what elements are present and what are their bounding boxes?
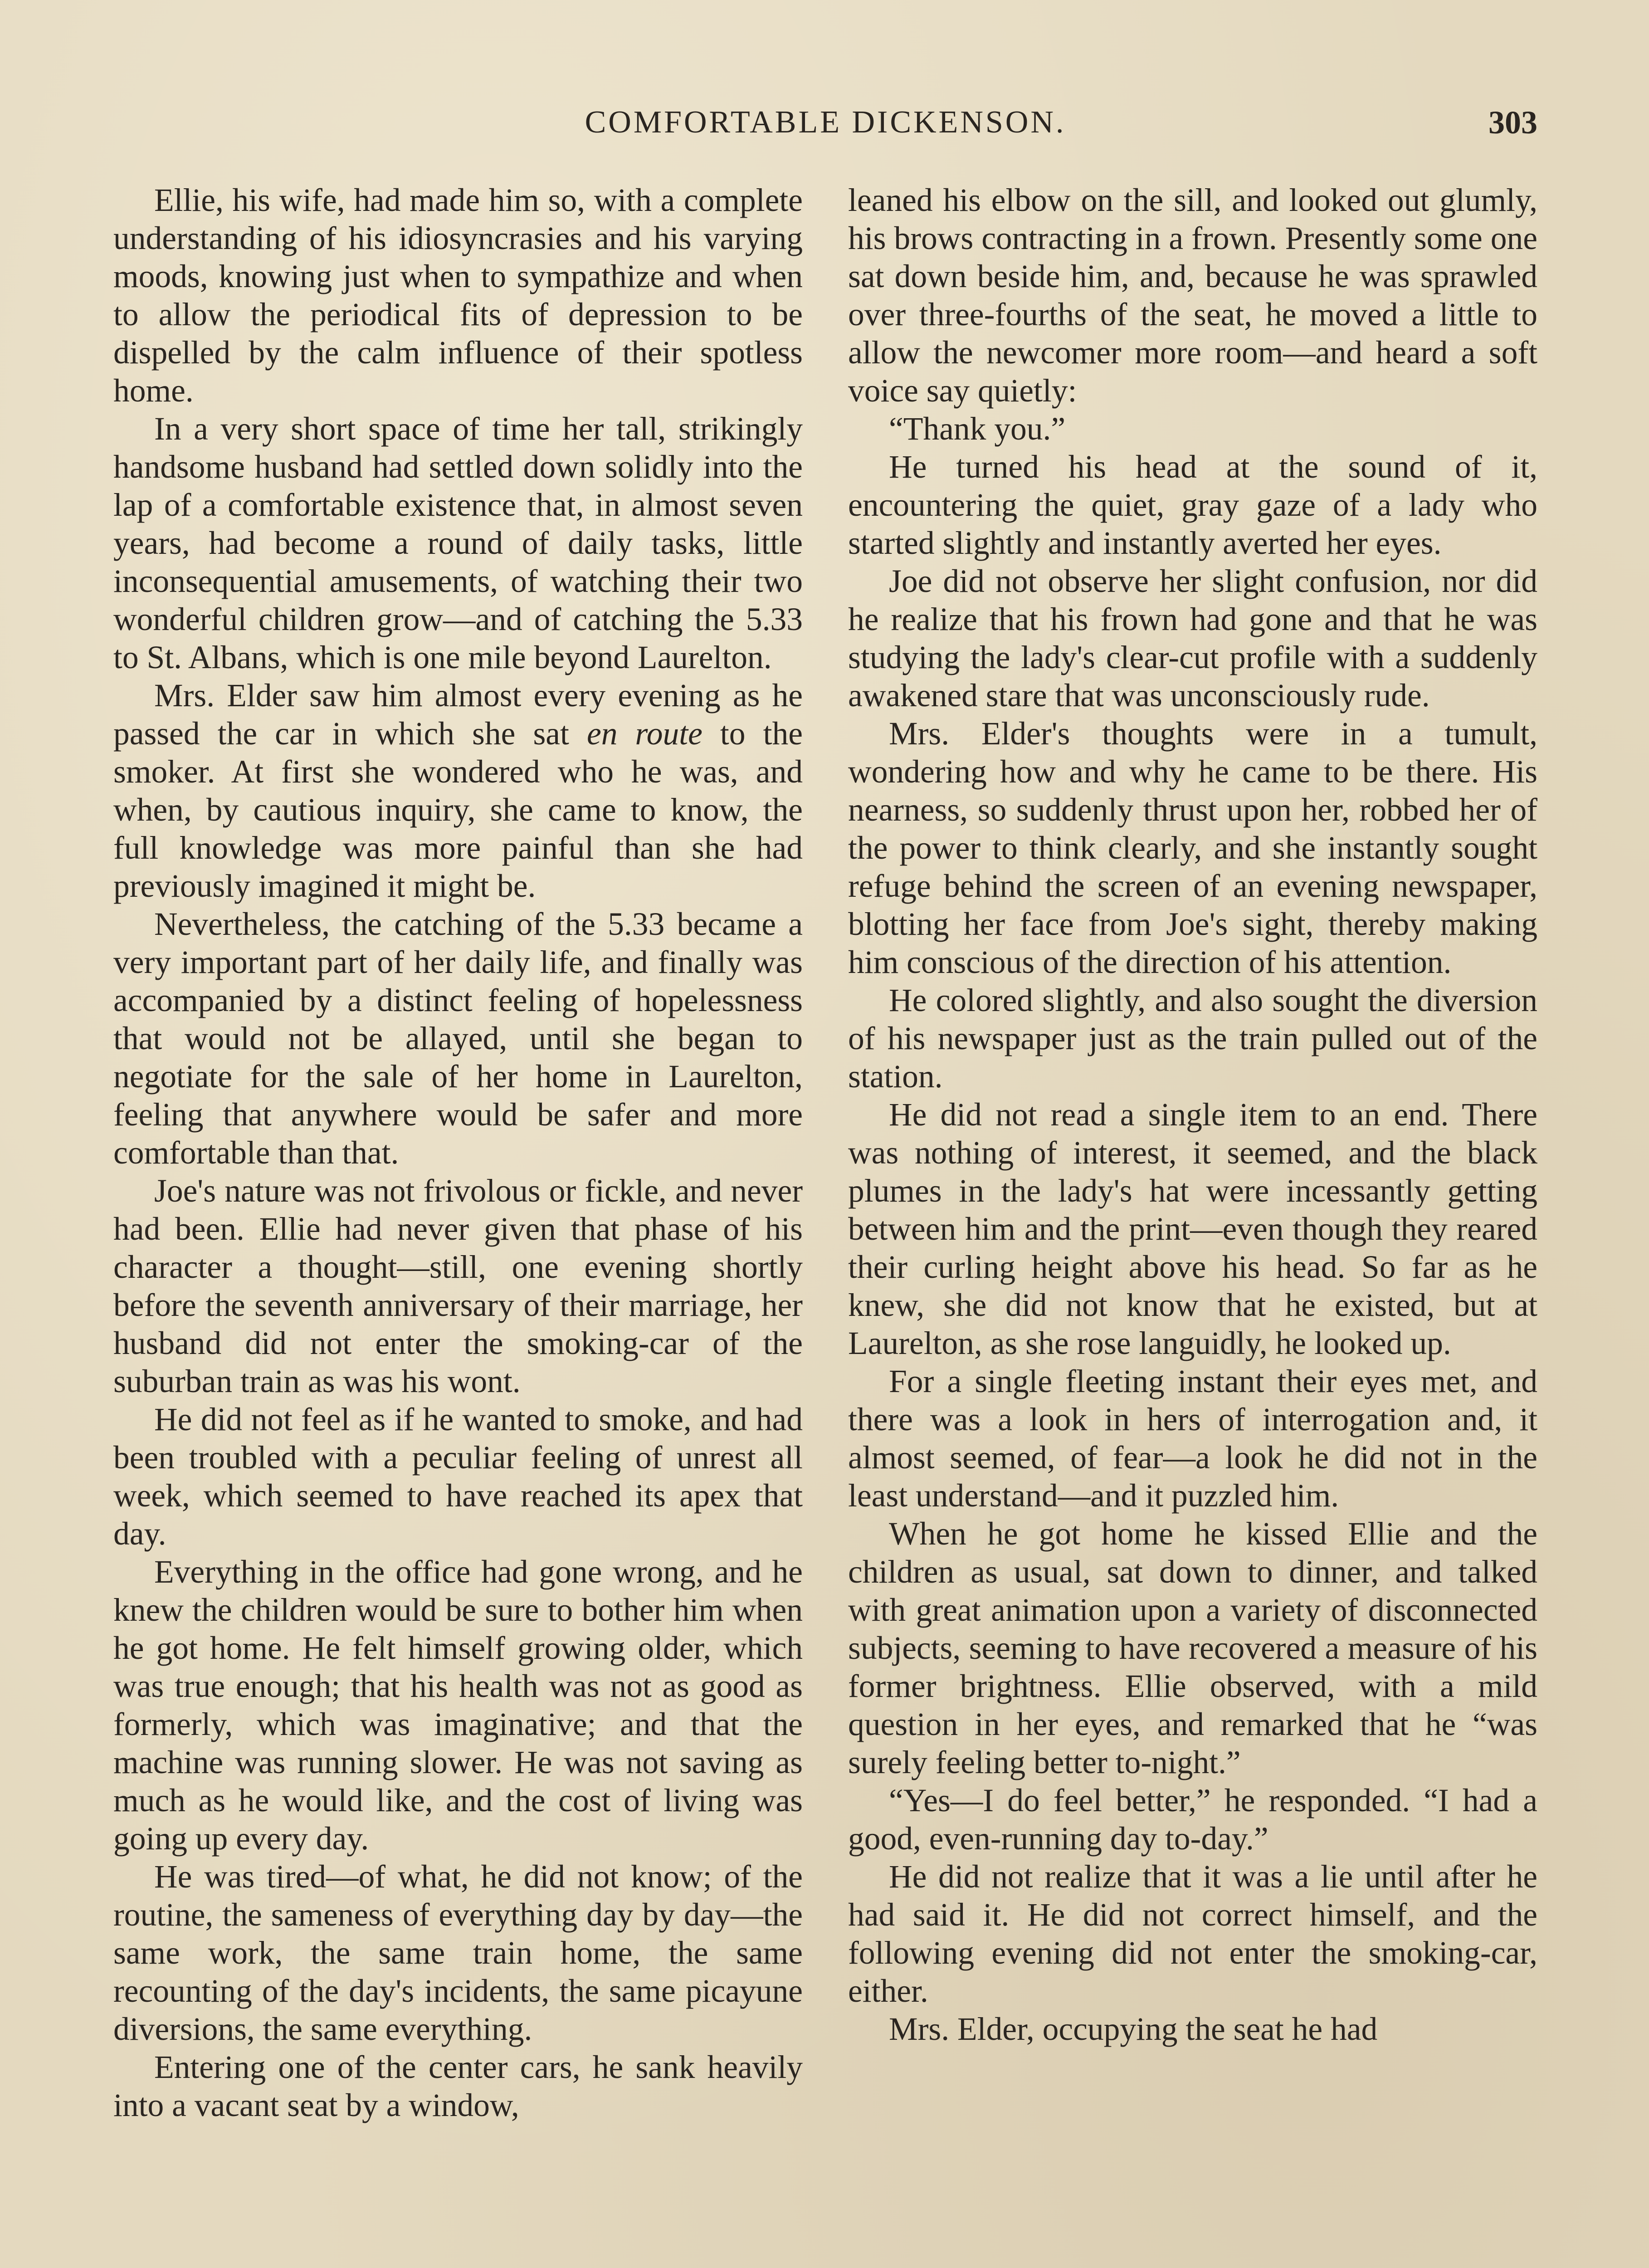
paragraph: In a very short space of time her tall, strikingly handsome husband had settled down solidly into the lap of a comfortable existence that, in almost seven years, had become a round of daily tasks, little inconsequential amusements, of watching their two wonderful children grow—and of catching the 5.33 to St. Albans, which is one mile beyond Laurelton. bbox=[113, 411, 803, 675]
paragraph: He colored slightly, and also sought the diversion of his newspaper just as the train pulled out of the station. bbox=[848, 982, 1537, 1095]
paragraph: He did not read a single item to an end. There was nothing of interest, it seemed, and the black plumes in the lady's hat were incessantly getting between him and the print—even though they reared their curling height above his head. So far as he knew, she did not know that he existed, but at Laurelton, as she rose languidly, he looked up. bbox=[848, 1097, 1537, 1361]
page-header bbox=[113, 98, 1537, 147]
paragraph: Mrs. Elder saw him almost every evening as he passed the car in which she sat en route to the smoker. At first she wondered who he was, and when, by cautious inquiry, she came to know, the full knowledge was more painful than she had previously imagined it might be. bbox=[113, 678, 803, 904]
paragraph: Joe's nature was not frivolous or fickle, and never had been. Ellie had never given that phase of his character a thought—still, one evening shortly before the seventh anniversary of their marriage, her husband did not enter the smoking-car of the suburban train as was his wont. bbox=[113, 1173, 803, 1399]
paragraph: Mrs. Elder's thoughts were in a tumult, wondering how and why he came to be there. His nearness, so suddenly thrust upon her, robbed her of the power to think clearly, and she instantly sought refuge behind the screen of an evening newspaper, blotting her face from Joe's sight, thereby making him conscious of the direction of his attention. bbox=[848, 716, 1537, 980]
paragraph: Ellie, his wife, had made him so, with a complete understanding of his idiosyncrasies and his varying moods, knowing just when to sympathize and when to allow the periodical fits of depression to be dispelled by the calm influence of their spotless home. bbox=[113, 182, 803, 409]
paragraph: He turned his head at the sound of it, encountering the quiet, gray gaze of a lady who started slightly and instantly averted her eyes. bbox=[848, 449, 1537, 561]
paragraph: He did not feel as if he wanted to smoke, and had been troubled with a peculiar feeling of unrest all week, which seemed to have reached its apex that day. bbox=[113, 1402, 803, 1552]
paragraph: He did not realize that it was a lie until after he had said it. He did not correct himself, and the following evening did not enter the smoking-car, either. bbox=[848, 1859, 1537, 2009]
paragraph: “Thank you.” bbox=[889, 411, 1066, 447]
paragraph: He was tired—of what, he did not know; of the routine, the sameness of everything day by day—the same work, the same train home, the same recounting of the day's incidents, the same picayune diversions, the same everything. bbox=[113, 1859, 803, 2047]
paragraph: “Yes—I do feel better,” he responded. “I had a good, even-running day to-day.” bbox=[848, 1783, 1537, 1857]
paragraph: Entering one of the center cars, he sank heavily into a vacant seat by a window, bbox=[113, 2049, 803, 2123]
paragraph: leaned his elbow on the sill, and looked out glumly, his brows contracting in a frown. Presently some one sat down beside him, and, because he was sprawled over three-fourths of the seat, he moved a little to allow the newcomer more room—and heard a soft voice say quietly: bbox=[848, 182, 1537, 409]
paragraph: Nevertheless, the catching of the 5.33 became a very important part of her daily life, and finally was accompanied by a distinct feeling of hopelessness that would not be allayed, until she began to negotiate for the sale of her home in Laurelton, feeling that anywhere would be safer and more comfortable than that. bbox=[113, 906, 803, 1171]
paragraph: Joe did not observe her slight confusion, nor did he realize that his frown had gone and that he was studying the lady's clear-cut profile with a suddenly awakened stare that was unconsciously rude. bbox=[848, 563, 1537, 714]
right-column bbox=[848, 181, 1537, 2048]
paragraph: When he got home he kissed Ellie and the children as usual, sat down to dinner, and talked with great animation upon a variety of disconnected subjects, seeming to have recovered a measure of his former brightness. Ellie observed, with a mild question in her eyes, and remarked that he “was surely feeling better to-night.” bbox=[848, 1516, 1537, 1780]
paragraph: For a single fleeting instant their eyes met, and there was a look in hers of interrogation and, it almost seemed, of fear—a look he did not in the least understand—and it puzzled him. bbox=[848, 1364, 1537, 1514]
paragraph: Everything in the office had gone wrong, and he knew the children would be sure to bother him when he got home. He felt himself growing older, which was true enough; that his health was not as good as formerly, which was imaginative; and that the machine was running slower. He was not saving as much as he would like, and the cost of living was going up every day. bbox=[113, 1554, 803, 1857]
left-column bbox=[113, 181, 803, 2125]
paragraph: Mrs. Elder, occupying the seat he had bbox=[889, 2011, 1378, 2047]
page-number: 303 bbox=[1488, 104, 1537, 141]
running-title: COMFORTABLE DICKENSON. bbox=[585, 105, 1066, 140]
